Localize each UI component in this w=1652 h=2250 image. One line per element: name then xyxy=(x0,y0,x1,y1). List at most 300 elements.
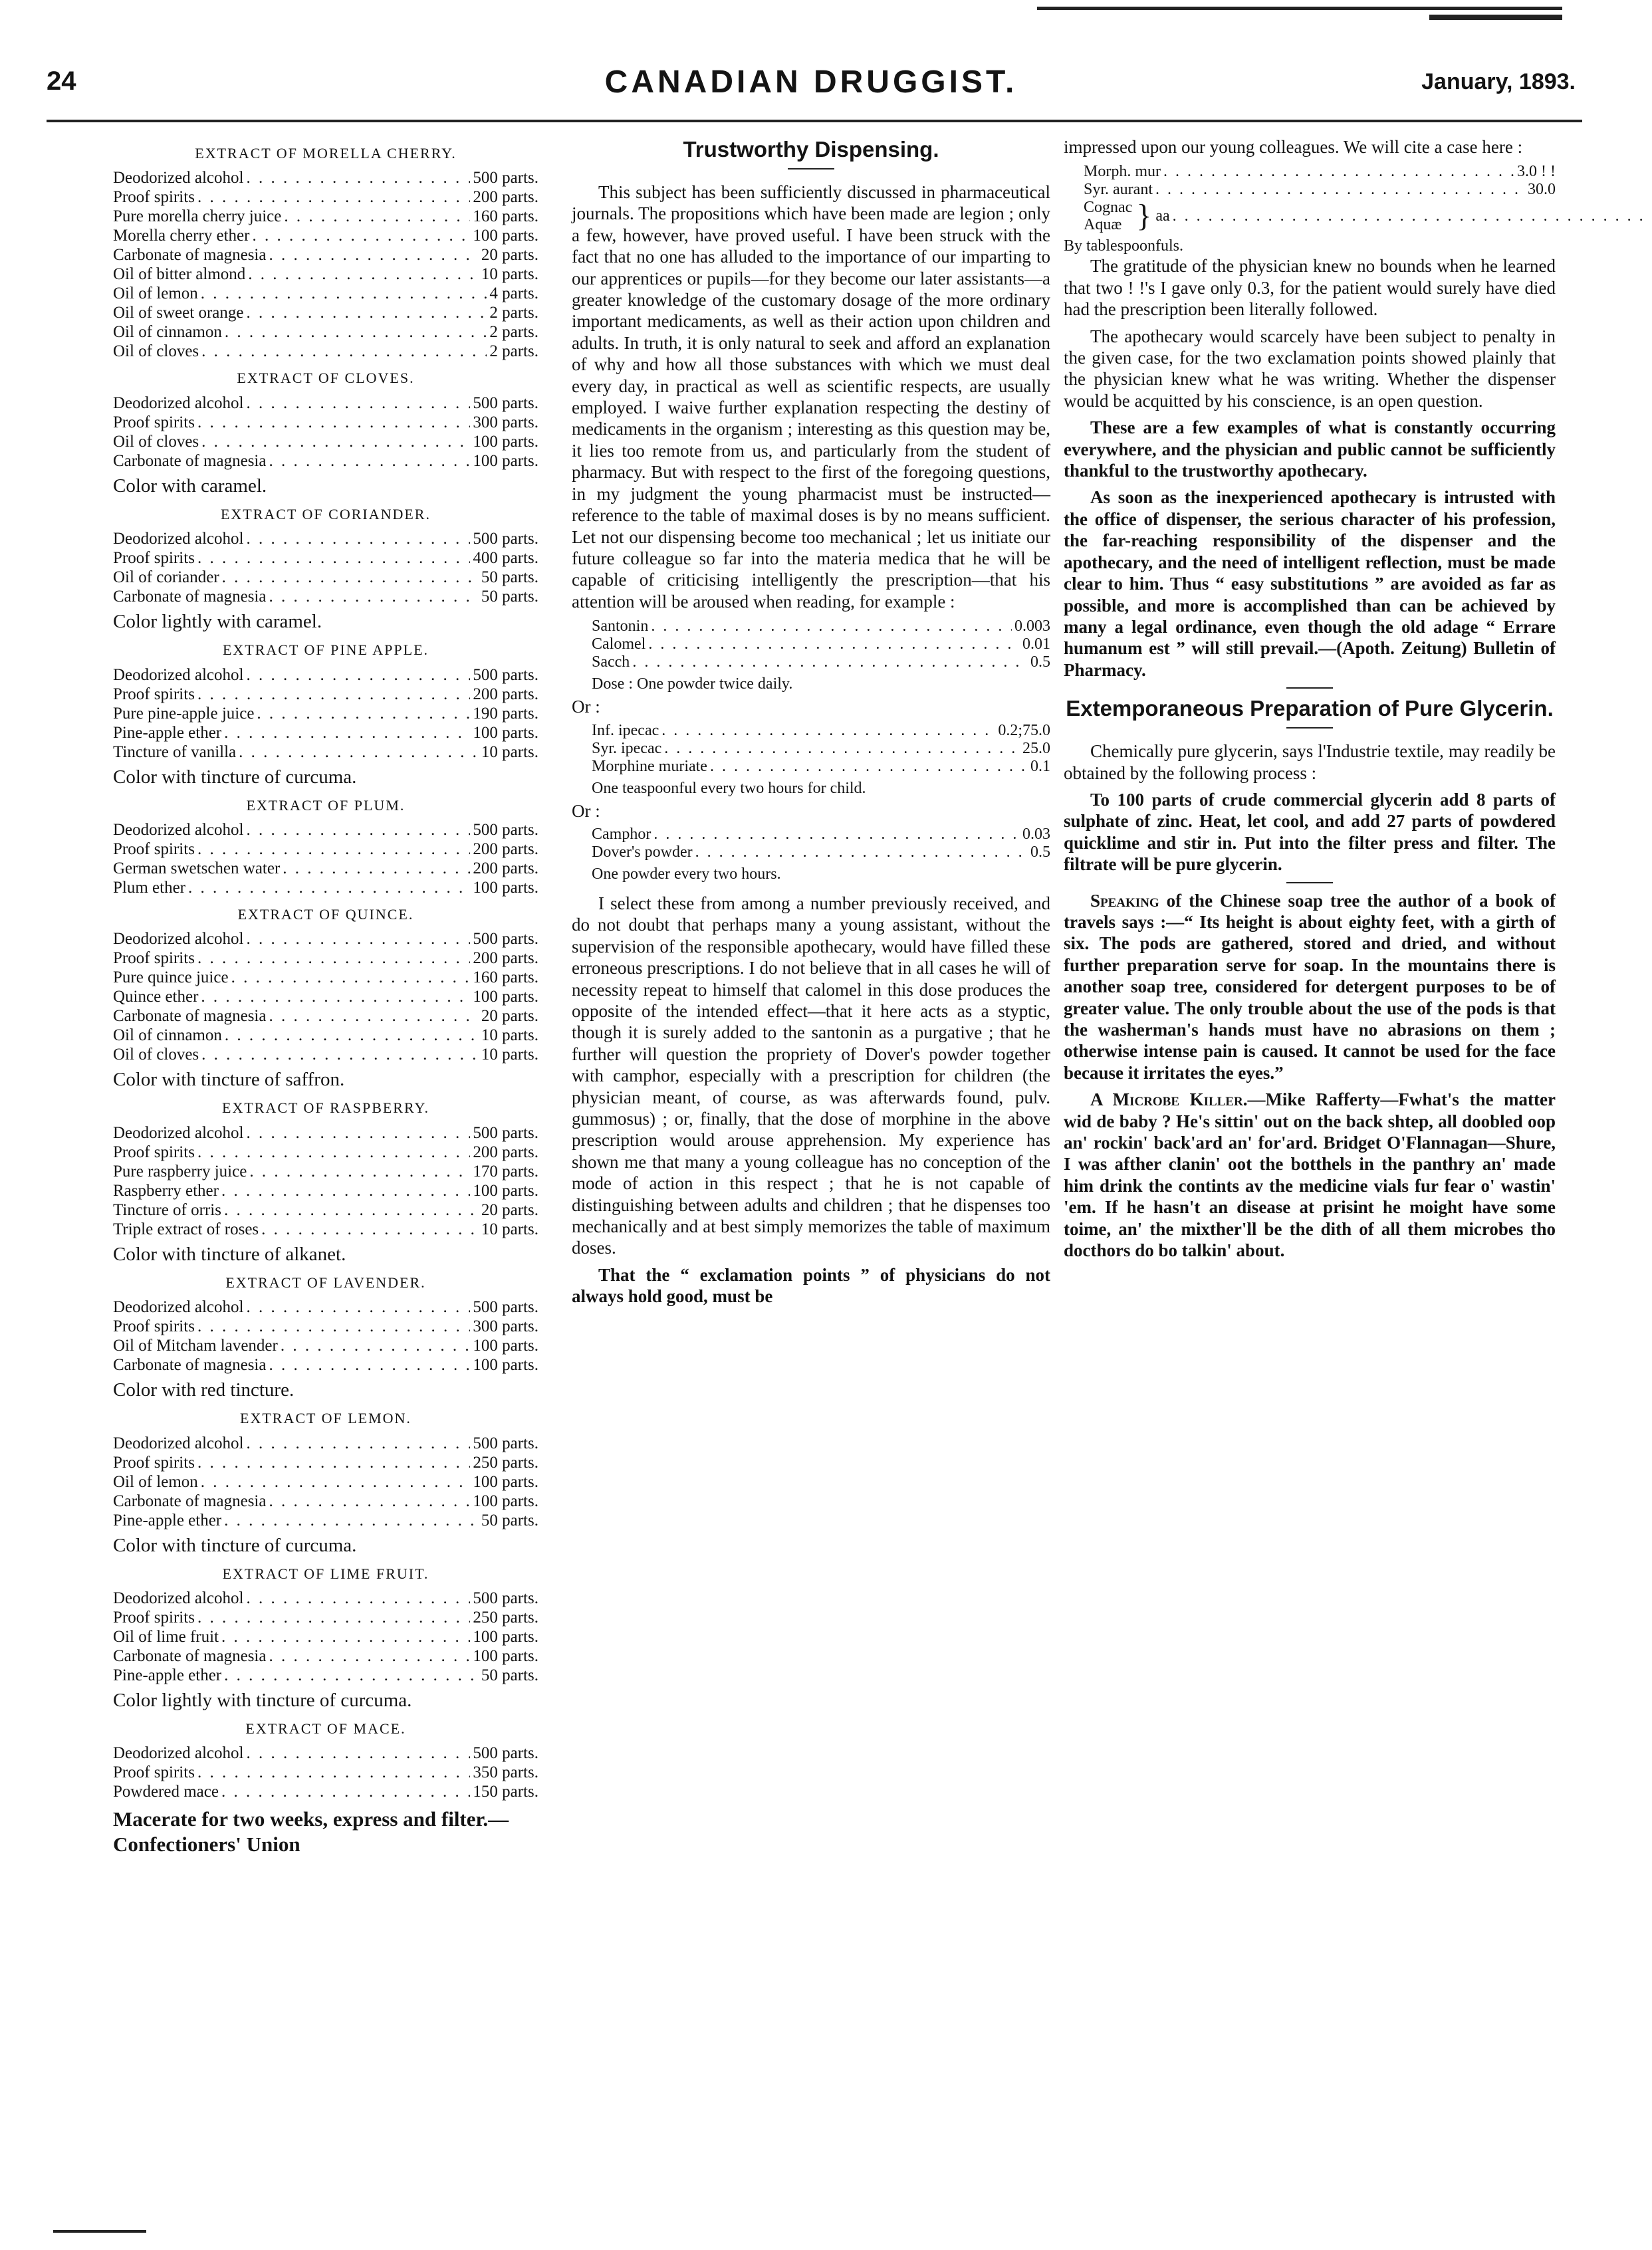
leader-dots xyxy=(710,758,1028,776)
item-amount: 400 parts. xyxy=(473,549,538,568)
item-amount: 100 parts. xyxy=(473,988,538,1006)
ingredient-row xyxy=(113,1744,538,1763)
leader-dots xyxy=(197,1608,470,1627)
section-rule xyxy=(1286,687,1333,689)
item-name: Quince ether xyxy=(113,988,199,1006)
ingredient-row xyxy=(113,587,538,606)
item-name: Proof spirits xyxy=(113,1763,195,1782)
prescription-item xyxy=(1155,207,1652,225)
leader-dots xyxy=(201,284,487,303)
item-name: Pure pine-apple juice xyxy=(113,704,255,723)
leader-dots xyxy=(224,1666,479,1685)
item-amount: 100 parts. xyxy=(473,1181,538,1200)
item-name: Morella cherry ether xyxy=(113,227,250,245)
leader-dots xyxy=(246,929,470,949)
item-name: Deodorized alcohol xyxy=(113,930,244,949)
item-amount: 500 parts. xyxy=(473,530,538,548)
leader-dots xyxy=(269,1355,470,1375)
prescription-items xyxy=(592,826,1050,861)
leader-dots xyxy=(197,685,470,704)
prescription-item xyxy=(592,844,1050,861)
item-amount: 100 parts. xyxy=(473,1647,538,1666)
extract-color-note: Color with caramel. xyxy=(113,475,267,497)
prescription-item xyxy=(592,722,1050,740)
item-name: Proof spirits xyxy=(113,840,195,859)
item-amount: 500 parts. xyxy=(473,1589,538,1608)
item-name: Oil of lemon xyxy=(113,1472,198,1491)
extract-title: EXTRACT OF RASPBERRY. xyxy=(222,1099,429,1117)
ingredient-row xyxy=(113,1045,538,1064)
ingredient-row xyxy=(113,1317,538,1336)
ingredient-row xyxy=(113,1297,538,1317)
ingredient-row xyxy=(113,1646,538,1666)
prescription-block xyxy=(592,618,1050,671)
page-header xyxy=(40,64,1582,104)
top-edge-rule xyxy=(1037,7,1562,10)
item-name: Triple extract of roses xyxy=(113,1220,259,1238)
ingredient-row xyxy=(113,1472,538,1492)
extract-color-note: Color lightly with tincture of curcuma. xyxy=(113,1690,412,1712)
ingredient-row xyxy=(113,187,538,207)
extract-color-note: Color with tincture of alkanet. xyxy=(113,1243,346,1265)
ingredient-row xyxy=(113,1589,538,1608)
item-amount: 50 parts. xyxy=(481,568,538,587)
item-amount: 10 parts. xyxy=(481,1220,538,1238)
leader-dots xyxy=(269,1646,470,1666)
ingredient-row xyxy=(113,1492,538,1511)
soap-tree-text: of the Chinese soap tree the author of a book of travels says :—“ Its height is about eighty feet, with a girth of six. The pods are gathered, stored and dried, and without further preparation serve for soap. In the mountains there is another soap tree, considered for detergent purposes to be of greater value. The only trouble about the use of the pods is that the washerman's hands must have no abrasions on them ; otherwise intense pain is caused. It cannot be used for the face because it irritates the eyes.” xyxy=(1064,890,1556,1083)
prescription-item xyxy=(592,826,1050,844)
prescription-block xyxy=(592,722,1050,776)
prescription-or: Or : xyxy=(572,800,600,821)
item-amount: 10 parts. xyxy=(481,742,538,761)
extract-title: EXTRACT OF CORIANDER. xyxy=(220,505,431,522)
leader-dots xyxy=(283,859,470,878)
microbe-killer-text: —Mike Rafferty—Fwhat's the matter wid de baby ? He's sittin' out on the back shtep, all doobled oop an' rockin' back'ard an' for'ard. Bridget O'Flannagan—Shure, I was afther clanin' oot the botthels in the panthry an' made him drink the contints av the medicine vials fur fear o' wastin' 'em. If he hasn't an disease at prisint he moight have some toime, an' the mixther'll be the dith of all them microbes tho docthors do bo talkin' about. xyxy=(1064,1089,1556,1261)
leader-dots xyxy=(261,1220,479,1239)
item-name: Oil of cloves xyxy=(113,342,199,361)
extract-recipe xyxy=(113,795,538,897)
leader-dots xyxy=(197,949,470,968)
item-name: Proof spirits xyxy=(113,685,195,703)
ingredient-row xyxy=(113,1453,538,1472)
ingredient-row xyxy=(113,168,538,187)
leader-dots xyxy=(1173,207,1652,225)
leader-dots xyxy=(632,653,1028,671)
item-name: Deodorized alcohol xyxy=(113,1744,244,1763)
ingredient-row xyxy=(113,820,538,840)
item-amount: 170 parts. xyxy=(473,1162,538,1181)
item-amount: 50 parts. xyxy=(481,1511,538,1529)
item-amount: 100 parts. xyxy=(473,1472,538,1491)
item-amount: 20 parts. xyxy=(481,246,538,265)
item-amount: 250 parts. xyxy=(473,1453,538,1472)
item-amount: 25.0 xyxy=(1022,739,1050,757)
ingredient-row xyxy=(113,529,538,548)
extract-title: EXTRACT OF QUINCE. xyxy=(237,906,414,923)
ingredient-row xyxy=(113,949,538,968)
leader-dots xyxy=(225,322,487,342)
item-name: Oil of cloves xyxy=(113,432,199,451)
leader-dots xyxy=(648,635,1020,653)
ingredient-row xyxy=(113,665,538,685)
item-amount: 10 parts. xyxy=(481,1046,538,1064)
item-amount: 500 parts. xyxy=(473,1298,538,1317)
title-rule xyxy=(1286,727,1333,729)
ingredient-row xyxy=(113,1511,538,1530)
leader-dots xyxy=(197,548,470,568)
prescription-brace-row xyxy=(1084,199,1556,233)
extract-title: EXTRACT OF LIME FRUIT. xyxy=(222,1565,429,1582)
issue-date: January, 1893. xyxy=(1421,69,1576,94)
leader-dots xyxy=(246,1297,470,1317)
item-amount: 500 parts. xyxy=(473,1123,538,1142)
item-name: Proof spirits xyxy=(113,1143,195,1161)
item-amount: 500 parts. xyxy=(473,1434,538,1452)
ingredient-row xyxy=(113,394,538,413)
prescription-block xyxy=(1084,163,1556,233)
ingredient-row xyxy=(113,226,538,245)
item-amount: 4 parts. xyxy=(489,284,538,303)
leader-dots xyxy=(246,1589,470,1608)
leader-dots xyxy=(221,1181,470,1200)
leader-dots xyxy=(1163,163,1514,181)
dispensing-paragraph: As soon as the inexperienced apothecary is intrusted with the office of dispenser, the serious character of his profession, the far-reaching responsibility of the dispenser and the apothecary, and the need of intelligent reflection, must be made clear to him. Thus “ easy substitutions ” are avoided as far as possible, and more is accomplished than can be achieved by many a legal ordinance, even though the old adage “ Errare humanum est ” will still prevail.—(Apoth. Zeitung) Bulletin of Pharmacy. xyxy=(1064,487,1556,680)
leader-dots xyxy=(269,1006,478,1026)
item-name: Tincture of orris xyxy=(113,1200,221,1219)
item-name: Proof spirits xyxy=(113,188,195,207)
extract-recipe xyxy=(113,1272,538,1401)
prescription-or: Or : xyxy=(572,697,600,717)
item-name: Pine-apple ether xyxy=(113,1666,222,1685)
dispensing-paragraph: I select these from among a number previously received, and do not doubt that perhaps many a young assistant, without the supervision of the responsible apothecary, would have filled these erroneous prescriptions. I do not believe that in all cases he will of necessity repeat to himself that calomel in this dose produces the opposite of the intended effect—that it here acts as a styptic, though it is surely added to the santonin as a purgative ; that he further will question the propriety of Dover's powder together with camphor, especially with a prescription for children (the physician meant, of course, as was afterwards found, pulv. gummosus) ; or, finally, that the dose of morphine in the above prescription would arouse apprehension. My experience has shown me that many a young colleague has no conception of the mode of action in this respect ; that he is not capable of distinguishing between adults and children ; that he dispenses too mechanically and at best simply memorizes the table of maximum doses. xyxy=(572,893,1050,1258)
item-amount: 500 parts. xyxy=(473,394,538,412)
extract-recipe xyxy=(113,1718,538,1801)
extract-recipe xyxy=(113,904,538,1091)
item-amount: 100 parts. xyxy=(473,1356,538,1375)
header-rule xyxy=(47,120,1582,122)
ingredient-row xyxy=(113,451,538,471)
ingredient-row xyxy=(113,704,538,723)
ingredient-row xyxy=(113,1006,538,1026)
item-amount: 160 parts. xyxy=(473,968,538,987)
prescription-items xyxy=(592,618,1050,671)
item-name: Syr. ipecac xyxy=(592,739,662,757)
item-amount: 2 parts. xyxy=(489,304,538,322)
item-name: Deodorized alcohol xyxy=(113,1298,244,1317)
item-amount: 30.0 xyxy=(1528,181,1556,199)
item-name: Carbonate of magnesia xyxy=(113,1647,267,1666)
leader-dots xyxy=(197,1453,470,1472)
extract-title: EXTRACT OF MACE. xyxy=(245,1720,406,1738)
item-amount: 250 parts. xyxy=(473,1609,538,1627)
ingredient-row xyxy=(113,1763,538,1782)
dispensing-paragraph: This subject has been sufficiently discussed in pharmaceutical journals. The propositions which have been made are legion ; only a few, however, have proved useful. I have been struck with the fact that no one has alluded to the importance of our imparting to our apprentices or pupils—for they become our later assistants—a greater knowledge of the customary dosage of the more ordinary important medicaments, as well as their action upon children and adults. In truth, it is only natural to seek and afford an explanation of why and how all those substances with which we must deal every day, in practical as well as scientific respects, are usually employed. I waive further explanation respecting the destiny of medicaments in the organism ; interesting as this question may be, it lies too remote from us, and particularly from the student of pharmacy. But with respect to the first of the foregoing questions, in my judgment the young pharmacist must be instructed—reference to the table of maximal doses is by no means sufficient. Let not our dispensing become too mechanical ; let us initiate our future colleague so far into the materia medica that he will be capable of criticising intelligently the prescription—that his attention will be aroused when reading, for example : xyxy=(572,182,1050,612)
ingredient-row xyxy=(113,1434,538,1453)
item-name: Proof spirits xyxy=(113,949,195,968)
item-amount: 200 parts. xyxy=(473,859,538,878)
leader-dots xyxy=(246,168,470,187)
prescription-item xyxy=(592,758,1050,776)
ingredient-row xyxy=(113,878,538,897)
item-amount: 3.0 ! ! xyxy=(1517,163,1556,181)
glycerin-paragraph: To 100 parts of crude commercial glycerin add 8 parts of sulphate of zinc. Heat, let cool, and add 27 parts of powdered quicklime and stir in. Put into the filter press and filter. The filtrate will be pure glycerin. xyxy=(1064,789,1556,875)
leader-dots xyxy=(269,1492,470,1511)
item-name: Oil of lemon xyxy=(113,284,198,303)
item-name: Deodorized alcohol xyxy=(113,1589,244,1608)
ingredient-row xyxy=(113,1162,538,1181)
item-amount: 10 parts. xyxy=(481,265,538,284)
leader-dots xyxy=(188,878,470,897)
cognac-label: Cognac xyxy=(1084,199,1133,217)
article-title-glycerin: Extemporaneous Preparation of Pure Glycerin. xyxy=(1066,696,1554,721)
leader-dots xyxy=(269,245,478,265)
item-amount: 2 parts. xyxy=(489,323,538,342)
item-amount: 100 parts. xyxy=(473,1628,538,1646)
prescription-items xyxy=(1084,163,1556,199)
prescription-dose: Dose : One powder twice daily. xyxy=(592,675,793,693)
prescription-item xyxy=(592,635,1050,653)
leader-dots xyxy=(222,568,479,587)
leader-dots xyxy=(246,1123,470,1143)
item-amount: 0.01 xyxy=(1022,635,1050,653)
item-amount: 150 parts. xyxy=(473,1783,538,1801)
item-name: Morphine muriate xyxy=(592,757,707,775)
leader-dots xyxy=(224,1200,479,1220)
item-name: Powdered mace xyxy=(113,1783,219,1801)
extract-recipe xyxy=(113,143,538,361)
item-name: Oil of cinnamon xyxy=(113,1026,222,1045)
leader-dots xyxy=(197,1143,470,1162)
ingredient-row xyxy=(113,840,538,859)
extract-recipe xyxy=(113,504,538,633)
leader-dots xyxy=(225,1026,479,1045)
leader-dots xyxy=(231,968,471,987)
ingredient-row xyxy=(113,685,538,704)
leader-dots xyxy=(281,1336,471,1355)
item-name: Proof spirits xyxy=(113,1317,195,1336)
item-name: Calomel xyxy=(592,635,646,653)
item-amount: 500 parts. xyxy=(473,821,538,840)
item-name: Pure quince juice xyxy=(113,968,229,987)
item-name: Sacch xyxy=(592,653,630,671)
leader-dots xyxy=(653,826,1020,844)
page-number: 24 xyxy=(47,66,76,96)
extract-title: EXTRACT OF LAVENDER. xyxy=(225,1274,426,1291)
ingredient-row xyxy=(113,1123,538,1143)
journal-title: CANADIAN DRUGGIST. xyxy=(604,64,1018,100)
ingredient-row xyxy=(113,1608,538,1627)
prescription-item xyxy=(592,740,1050,758)
item-name: Proof spirits xyxy=(113,549,195,568)
ingredient-row xyxy=(113,1355,538,1375)
extract-color-note: Color lightly with caramel. xyxy=(113,611,322,633)
ingredient-row xyxy=(113,1026,538,1045)
extract-color-note: Color with tincture of curcuma. xyxy=(113,1534,357,1556)
leader-dots xyxy=(197,840,470,859)
leader-dots xyxy=(197,413,470,432)
leader-dots xyxy=(246,394,470,413)
extract-title: EXTRACT OF MORELLA CHERRY. xyxy=(195,145,457,162)
item-amount: 500 parts. xyxy=(473,930,538,949)
microbe-killer-lead: A Microbe Killer. xyxy=(1090,1089,1248,1110)
ingredient-row xyxy=(113,1336,538,1355)
item-amount: 190 parts. xyxy=(473,704,538,723)
item-amount: 100 parts. xyxy=(473,1337,538,1355)
item-amount: 500 parts. xyxy=(473,665,538,684)
leader-dots xyxy=(197,187,470,207)
section-rule xyxy=(1286,882,1333,883)
bottom-rule xyxy=(53,2230,146,2233)
item-name: Oil of Mitcham lavender xyxy=(113,1337,278,1355)
extracts-closing-note: Macerate for two weeks, express and filter.—Confectioners' Union xyxy=(113,1807,509,1856)
leader-dots xyxy=(664,740,1020,758)
prescription-dose: One powder every two hours. xyxy=(592,865,781,883)
item-amount: 200 parts. xyxy=(473,949,538,968)
item-amount: 0.03 xyxy=(1022,825,1050,843)
item-amount: 0.1 xyxy=(1030,757,1050,775)
item-amount: 100 parts. xyxy=(473,879,538,897)
item-name: Pure raspberry juice xyxy=(113,1162,247,1181)
prescription-item xyxy=(1084,163,1556,181)
ingredient-row xyxy=(113,987,538,1006)
item-name: Carbonate of magnesia xyxy=(113,246,267,265)
dispensing-paragraph: These are a few examples of what is constantly occurring everywhere, and the physician and public cannot be sufficiently thankful to the trustworthy apothecary. xyxy=(1064,417,1556,481)
item-amount: 100 parts. xyxy=(473,451,538,470)
item-amount: 0.003 xyxy=(1014,618,1050,635)
leader-dots xyxy=(221,1627,470,1646)
article-title-dispensing: Trustworthy Dispensing. xyxy=(683,137,939,162)
item-amount: 0.2;75.0 xyxy=(998,721,1050,739)
leader-dots xyxy=(224,723,470,742)
ingredient-row xyxy=(113,548,538,568)
item-name: Pine-apple ether xyxy=(113,723,222,742)
ingredient-row xyxy=(113,432,538,451)
item-amount: 160 parts. xyxy=(473,207,538,226)
leader-dots xyxy=(246,820,470,840)
prescription-items xyxy=(592,722,1050,776)
ingredient-row xyxy=(113,1143,538,1162)
ingredient-row xyxy=(113,723,538,742)
dispensing-paragraph: impressed upon our young colleagues. We will cite a case here : xyxy=(1064,137,1523,157)
item-amount: 500 parts. xyxy=(473,1744,538,1763)
ingredient-row xyxy=(113,742,538,762)
item-amount: 20 parts. xyxy=(481,1200,538,1219)
prescription-dose: One teaspoonful every two hours for child. xyxy=(592,779,866,797)
glycerin-paragraph: Chemically pure glycerin, says l'Industrie textile, may readily be obtained by the following process : xyxy=(1064,741,1556,783)
item-amount: 0.5 xyxy=(1030,843,1050,861)
item-name: Raspberry ether xyxy=(113,1181,219,1200)
ingredient-row xyxy=(113,968,538,987)
item-name: Proof spirits xyxy=(113,1609,195,1627)
leader-dots xyxy=(246,529,470,548)
ingredient-row xyxy=(113,1627,538,1646)
leader-dots xyxy=(252,226,470,245)
item-name: Carbonate of magnesia xyxy=(113,1356,267,1375)
extracts-list xyxy=(113,143,538,1801)
item-amount: 20 parts. xyxy=(481,1007,538,1026)
ingredient-row xyxy=(113,322,538,342)
ingredient-row xyxy=(113,1666,538,1685)
item-amount: 50 parts. xyxy=(481,1666,538,1685)
extract-recipe xyxy=(113,639,538,788)
prescription-item xyxy=(1084,181,1556,199)
item-name: Oil of cinnamon xyxy=(113,323,222,342)
item-name: Oil of lime fruit xyxy=(113,1628,219,1646)
item-name: Deodorized alcohol xyxy=(113,1434,244,1452)
item-name: Carbonate of magnesia xyxy=(113,451,267,470)
item-amount: 200 parts. xyxy=(473,685,538,703)
extract-title: EXTRACT OF LEMON. xyxy=(240,1410,412,1427)
leader-dots xyxy=(246,303,487,322)
extract-recipe xyxy=(113,1408,538,1556)
extract-title: EXTRACT OF CLOVES. xyxy=(237,370,415,387)
extract-recipe xyxy=(113,368,538,497)
item-amount: 100 parts. xyxy=(473,227,538,245)
leader-dots xyxy=(248,265,479,284)
extract-color-note: Color with red tincture. xyxy=(113,1379,295,1401)
extract-recipe xyxy=(113,1097,538,1265)
item-name: Morph. mur xyxy=(1084,163,1161,181)
item-amount: 0.5 xyxy=(1030,653,1050,671)
item-amount: 100 parts. xyxy=(473,1492,538,1510)
leader-dots xyxy=(239,742,479,762)
brace-pair xyxy=(1084,199,1132,233)
item-name: Deodorized alcohol xyxy=(113,169,244,187)
leader-dots xyxy=(201,1472,471,1492)
ingredient-row xyxy=(113,568,538,587)
item-amount: 50 parts. xyxy=(481,588,538,606)
leader-dots xyxy=(246,665,470,685)
leader-dots xyxy=(1155,181,1525,199)
item-amount: 100 parts. xyxy=(473,723,538,742)
ingredient-row xyxy=(113,284,538,303)
ingredient-row xyxy=(113,265,538,284)
ingredient-row xyxy=(113,413,538,432)
leader-dots xyxy=(246,1434,470,1453)
item-name: Plum ether xyxy=(113,879,186,897)
leader-dots xyxy=(661,722,995,740)
dispensing-paragraph: The gratitude of the physician knew no bounds when he learned that two ! !'s I gave only 0.3, for the patient would surely have died had the prescription been literally followed. xyxy=(1064,256,1556,320)
item-name: Pine-apple ether xyxy=(113,1511,222,1529)
leader-dots xyxy=(269,587,478,606)
leader-dots xyxy=(246,1744,470,1763)
ingredient-row xyxy=(113,859,538,878)
column-extracts xyxy=(113,136,538,1857)
dispensing-paragraph: That the “ exclamation points ” of physicians do not always hold good, must be xyxy=(572,1264,1050,1307)
item-amount: 500 parts. xyxy=(473,169,538,187)
item-name: Tincture of vanilla xyxy=(113,742,237,761)
item-name: Syr. aurant xyxy=(1084,181,1153,199)
item-name: Oil of coriander xyxy=(113,568,219,587)
prescription-item xyxy=(592,653,1050,671)
leader-dots xyxy=(651,618,1012,635)
item-name: German swetschen water xyxy=(113,859,281,878)
item-name: Oil of bitter almond xyxy=(113,265,246,284)
item-name: Camphor xyxy=(592,825,651,843)
leader-dots xyxy=(197,1317,470,1336)
leader-dots xyxy=(221,1782,470,1801)
leader-dots xyxy=(269,451,470,471)
ingredient-row xyxy=(113,1782,538,1801)
aquae-label: Aquæ xyxy=(1084,216,1122,234)
column-dispensing xyxy=(572,136,1050,1313)
extract-color-note: Color with tincture of saffron. xyxy=(113,1069,345,1091)
item-amount: 300 parts. xyxy=(473,1317,538,1336)
leader-dots xyxy=(257,704,470,723)
extract-recipe xyxy=(113,1563,538,1712)
leader-dots xyxy=(201,342,487,361)
